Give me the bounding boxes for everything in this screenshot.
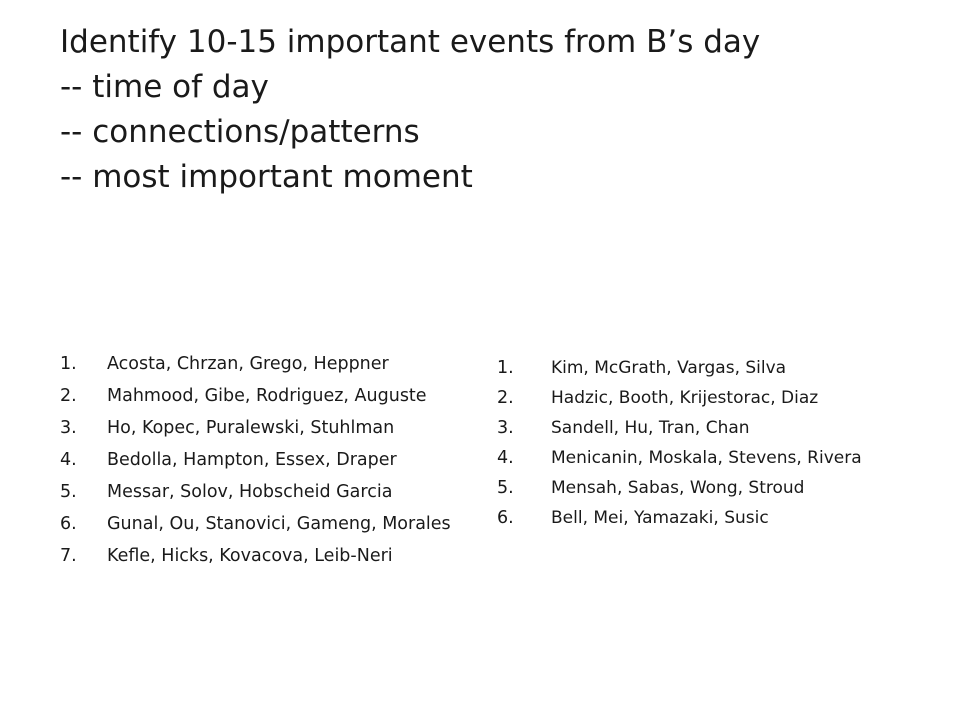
title-line: Identify 10-15 important events from B’s day [60,24,761,60]
list-item [497,388,887,409]
item-members: Messar, Solov, Hobscheid Garcia [107,482,393,502]
item-members: Hadzic, Booth, Krijestorac, Diaz [551,388,819,408]
item-number: 6. [497,508,514,528]
left-group-list [60,354,460,578]
list-item [497,508,887,529]
item-members: Sandell, Hu, Tran, Chan [551,418,750,438]
item-number: 1. [497,358,514,378]
slide-title [60,20,920,200]
list-item [60,546,460,567]
list-item [497,418,887,439]
item-number: 4. [497,448,514,468]
item-members: Mahmood, Gibe, Rodriguez, Auguste [107,386,427,406]
list-item [60,418,460,439]
title-line: -- time of day [60,69,269,105]
item-members: Gunal, Ou, Stanovici, Gameng, Morales [107,514,451,534]
item-number: 6. [60,514,77,534]
item-number: 3. [497,418,514,438]
list-item [60,514,460,535]
list-item [497,478,887,499]
item-number: 5. [60,482,77,502]
item-members: Menicanin, Moskala, Stevens, Rivera [551,448,862,468]
right-group-list [497,358,887,538]
item-members: Acosta, Chrzan, Grego, Heppner [107,354,389,374]
item-number: 7. [60,546,77,566]
title-line: -- connections/patterns [60,114,420,150]
item-number: 2. [60,386,77,406]
item-number: 4. [60,450,77,470]
item-members: Bedolla, Hampton, Essex, Draper [107,450,397,470]
item-members: Kefle, Hicks, Kovacova, Leib-Neri [107,546,393,566]
list-item [497,448,887,469]
list-item [60,450,460,471]
item-number: 1. [60,354,77,374]
list-item [60,354,460,375]
item-members: Bell, Mei, Yamazaki, Susic [551,508,769,528]
item-members: Kim, McGrath, Vargas, Silva [551,358,787,378]
item-members: Mensah, Sabas, Wong, Stroud [551,478,805,498]
item-number: 5. [497,478,514,498]
item-number: 3. [60,418,77,438]
list-item [497,358,887,379]
list-item [60,386,460,407]
item-number: 2. [497,388,514,408]
title-line: -- most important moment [60,159,473,195]
list-item [60,482,460,503]
item-members: Ho, Kopec, Puralewski, Stuhlman [107,418,395,438]
